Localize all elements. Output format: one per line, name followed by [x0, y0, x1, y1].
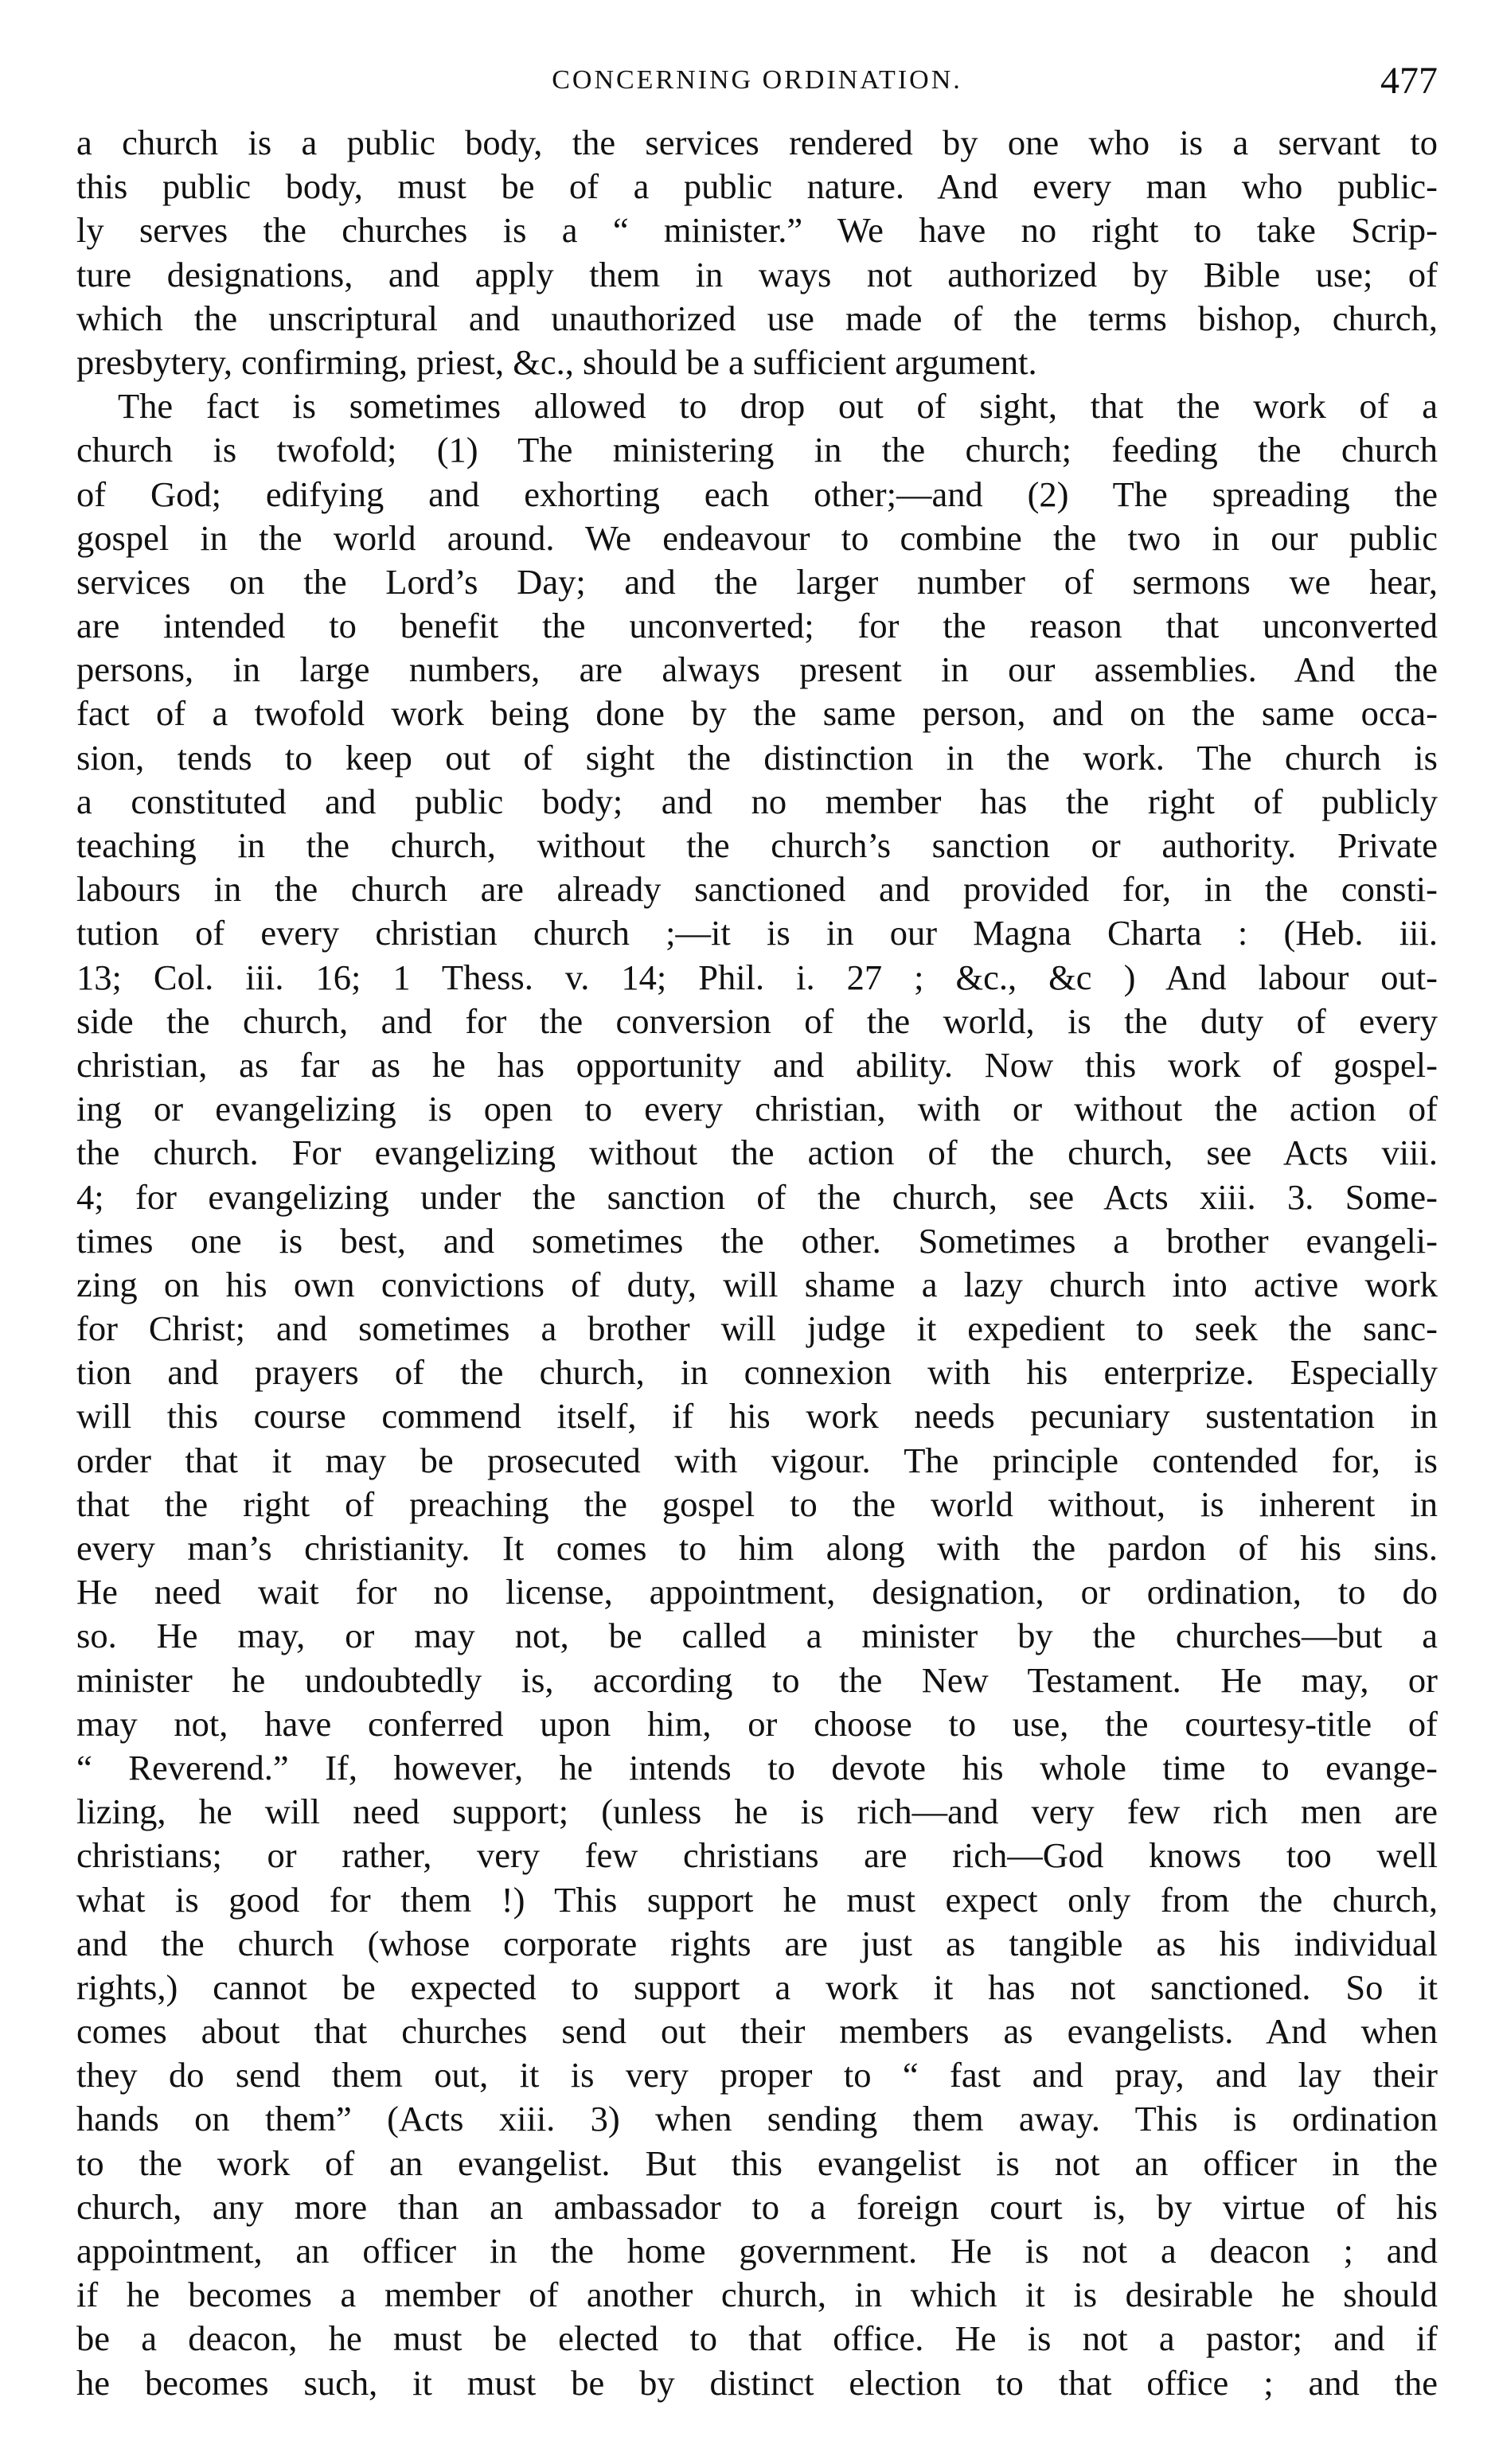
- text-line: christians; or rather, very few christians are rich—God knows too well: [76, 1835, 1438, 1876]
- text-line: order that it may be prosecuted with vigour. The principle contended for, is: [76, 1440, 1438, 1480]
- text-line: presbytery, confirming, priest, &c., should be a sufficient argument.: [76, 341, 1037, 382]
- text-line: christian, as far as he has opportunity and ability. Now this work of gospel-: [76, 1044, 1438, 1085]
- page-number: 477: [1380, 60, 1438, 102]
- text-line: tion and prayers of the church, in connexion with his enterprize. Especially: [76, 1352, 1438, 1393]
- text-line: hands on them” (Acts xiii. 3) when sending them away. This is ordination: [76, 2099, 1438, 2139]
- text-line: which the unscriptural and unauthorized use made of the terms bishop, church,: [76, 298, 1438, 338]
- text-line: ture designations, and apply them in ways not authorized by Bible use; of: [76, 254, 1438, 294]
- text-line: minister he undoubtedly is, according to the New Testament. He may, or: [76, 1659, 1438, 1700]
- text-line: teaching in the church, without the church’s sanction or authority. Private: [76, 825, 1438, 865]
- text-line: of God; edifying and exhorting each other;—and (2) The spreading the: [76, 474, 1438, 514]
- text-line: a church is a public body, the services rendered by one who is a servant to: [76, 123, 1438, 162]
- text-line: sion, tends to keep out of sight the distinction in the work. The church is: [76, 737, 1438, 778]
- text-line: ing or evangelizing is open to every christian, with or without the action of: [76, 1089, 1438, 1129]
- text-line: church, any more than an ambassador to a foreign court is, by virtue of his: [76, 2186, 1438, 2227]
- text-line: zing on his own convictions of duty, will shame a lazy church into active work: [76, 1264, 1438, 1304]
- text-line: church is twofold; (1) The ministering in the church; feeding the church: [76, 430, 1438, 470]
- text-line: side the church, and for the conversion of the world, is the duty of every: [76, 1000, 1438, 1041]
- text-line: this public body, must be of a public nature. And every man who public-: [76, 166, 1438, 207]
- text-line: labours in the church are already sanctioned and provided for, in the consti-: [76, 869, 1438, 910]
- paragraph-start-line: The fact is sometimes allowed to drop out of sight, that the work of a: [118, 386, 1438, 427]
- text-line: persons, in large numbers, are always present in our assemblies. And the: [76, 649, 1438, 690]
- text-line: the church. For evangelizing without the action of the church, see Acts viii.: [76, 1133, 1438, 1173]
- text-line: ly serves the churches is a “ minister.” We have no right to take Scrip-: [76, 210, 1438, 251]
- text-line: appointment, an officer in the home government. He is not a deacon ; and: [76, 2231, 1438, 2271]
- text-line: times one is best, and sometimes the other. Sometimes a brother evangeli-: [76, 1220, 1438, 1261]
- text-line: fact of a twofold work being done by the same person, and on the same occa-: [76, 693, 1438, 734]
- text-line: that the right of preaching the gospel to the world without, is inherent in: [76, 1483, 1438, 1524]
- text-line: to the work of an evangelist. But this evangelist is not an officer in the: [76, 2142, 1438, 2183]
- text-line: and the church (whose corporate rights are just as tangible as his individual: [76, 1923, 1438, 1963]
- body-text: [76, 121, 1438, 2405]
- running-head: [76, 57, 1438, 108]
- text-line: 4; for evangelizing under the sanction of the church, see Acts xiii. 3. Some-: [76, 1176, 1438, 1217]
- text-line: tution of every christian church ;—it is in our Magna Charta : (Heb. iii.: [76, 913, 1438, 953]
- text-line: be a deacon, he must be elected to that office. He is not a pastor; and if: [76, 2318, 1438, 2359]
- text-line: are intended to benefit the unconverted; for the reason that unconverted: [76, 606, 1438, 646]
- book-page: [76, 57, 1438, 2405]
- text-line: “ Reverend.” If, however, he intends to devote his whole time to evange-: [76, 1747, 1438, 1788]
- text-line: so. He may, or may not, be called a minister by the churches—but a: [76, 1616, 1438, 1656]
- text-line: He need wait for no license, appointment, designation, or ordination, to do: [76, 1572, 1438, 1612]
- text-line: he becomes such, it must be by distinct election to that office ; and the: [76, 2362, 1438, 2403]
- text-line: 13; Col. iii. 16; 1 Thess. v. 14; Phil. i. 27 ; &c., &c ) And labour out-: [76, 957, 1438, 997]
- text-line: will this course commend itself, if his work needs pecuniary sustentation in: [76, 1396, 1438, 1437]
- text-line: lizing, he will need support; (unless he is rich—and very few rich men are: [76, 1791, 1438, 1832]
- text-line: what is good for them !) This support he must expect only from the church,: [76, 1879, 1438, 1920]
- text-line: comes about that churches send out their members as evangelists. And when: [76, 2011, 1438, 2052]
- text-line: for Christ; and sometimes a brother will judge it expedient to seek the sanc-: [76, 1308, 1438, 1349]
- text-line: every man’s christianity. It comes to him along with the pardon of his sins.: [76, 1528, 1438, 1568]
- text-line: they do send them out, it is very proper to “ fast and pray, and lay their: [76, 2055, 1438, 2096]
- text-line: services on the Lord’s Day; and the larger number of sermons we hear,: [76, 561, 1438, 602]
- text-line: gospel in the world around. We endeavour to combine the two in our public: [76, 517, 1438, 558]
- running-title: CONCERNING ORDINATION.: [552, 65, 962, 95]
- text-line: if he becomes a member of another church, in which it is desirable he should: [76, 2275, 1438, 2315]
- text-line: may not, have conferred upon him, or choose to use, the courtesy-title of: [76, 1703, 1438, 1744]
- text-line: a constituted and public body; and no member has the right of publicly: [76, 781, 1438, 821]
- text-line: rights,) cannot be expected to support a work it has not sanctioned. So it: [76, 1967, 1438, 2007]
